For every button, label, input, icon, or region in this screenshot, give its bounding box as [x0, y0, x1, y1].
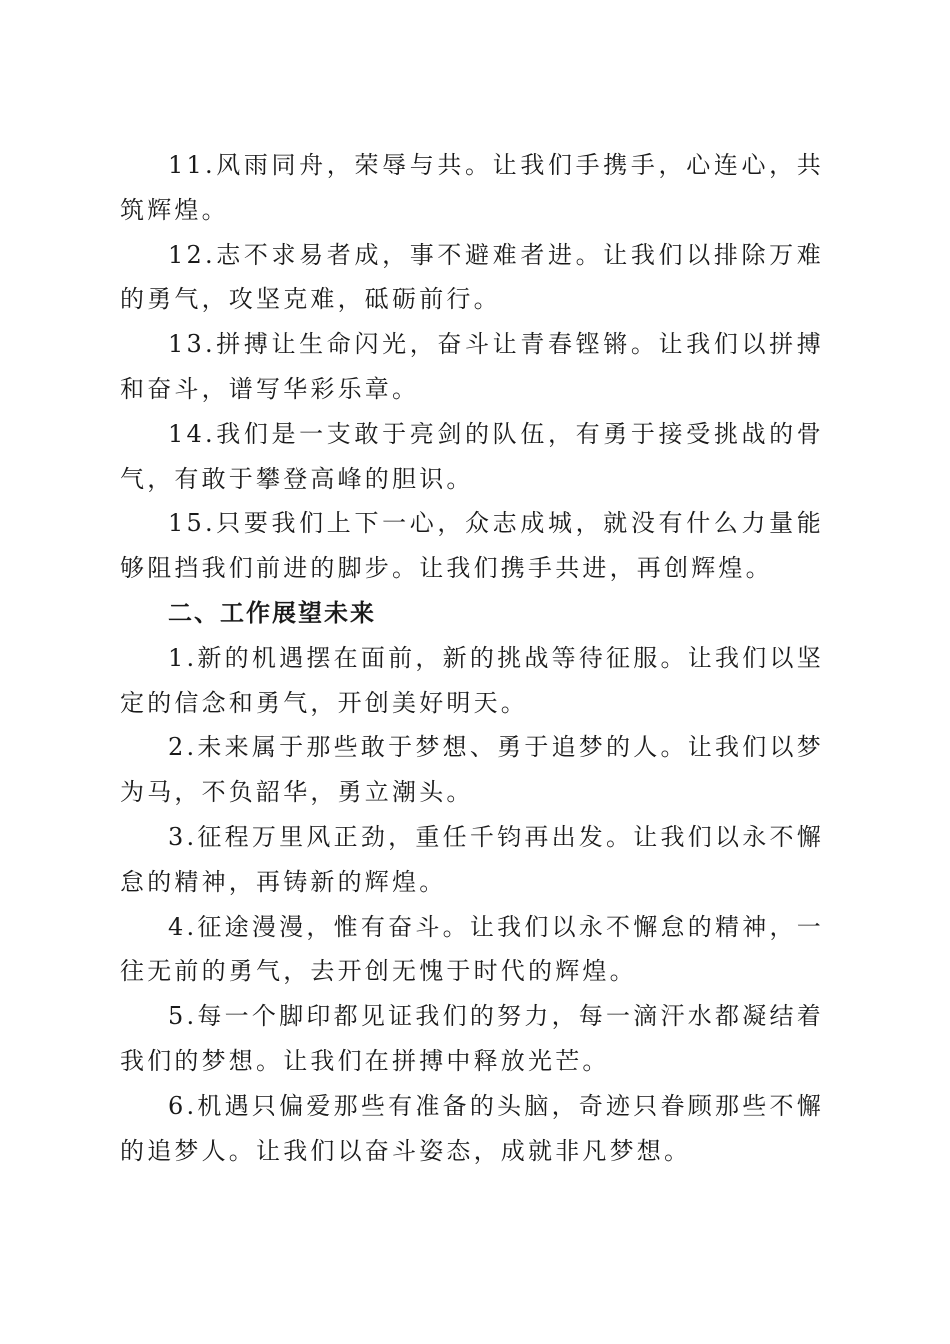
paragraph-item-1: 1.新的机遇摆在面前，新的挑战等待征服。让我们以坚定的信念和勇气，开创美好明天。 — [120, 643, 824, 717]
paragraph-item-6: 6.机遇只偏爱那些有准备的头脑，奇迹只眷顾那些不懈的追梦人。让我们以奋斗姿态，成就非凡梦想。 — [120, 1091, 824, 1165]
paragraph-item-5: 5.每一个脚印都见证我们的努力，每一滴汗水都凝结着我们的梦想。让我们在拼搏中释放光芒。 — [120, 1002, 824, 1075]
paragraph-item-13: 13.拼搏让生命闪光，奋斗让青春铿锵。让我们以拼搏和奋斗，谱写华彩乐章。 — [120, 330, 824, 403]
paragraph-item-14: 14.我们是一支敢于亮剑的队伍，有勇于接受挑战的骨气，有敢于攀登高峰的胆识。 — [120, 419, 824, 493]
paragraph-item-15: 15.只要我们上下一心，众志成城，就没有什么力量能够阻挡我们前进的脚步。让我们携手共进，再创辉煌。 — [120, 509, 824, 583]
paragraph-item-4: 4.征途漫漫，惟有奋斗。让我们以永不懈怠的精神，一往无前的勇气，去开创无愧于时代的辉煌。 — [120, 912, 824, 986]
paragraph-item-11: 11.风雨同舟，荣辱与共。让我们手携手，心连心，共筑辉煌。 — [120, 151, 824, 224]
paragraph-item-2: 2.未来属于那些敢于梦想、勇于追梦的人。让我们以梦为马，不负韶华，勇立潮头。 — [120, 733, 824, 807]
paragraph-item-12: 12.志不求易者成，事不避难者进。让我们以排除万难的勇气，攻坚克难，砥砺前行。 — [120, 240, 824, 314]
section-heading: 二、工作展望未来 — [168, 598, 376, 627]
paragraph-item-3: 3.征程万里风正劲，重任千钧再出发。让我们以永不懈怠的精神，再铸新的辉煌。 — [120, 822, 824, 896]
document-page — [120, 143, 824, 1173]
